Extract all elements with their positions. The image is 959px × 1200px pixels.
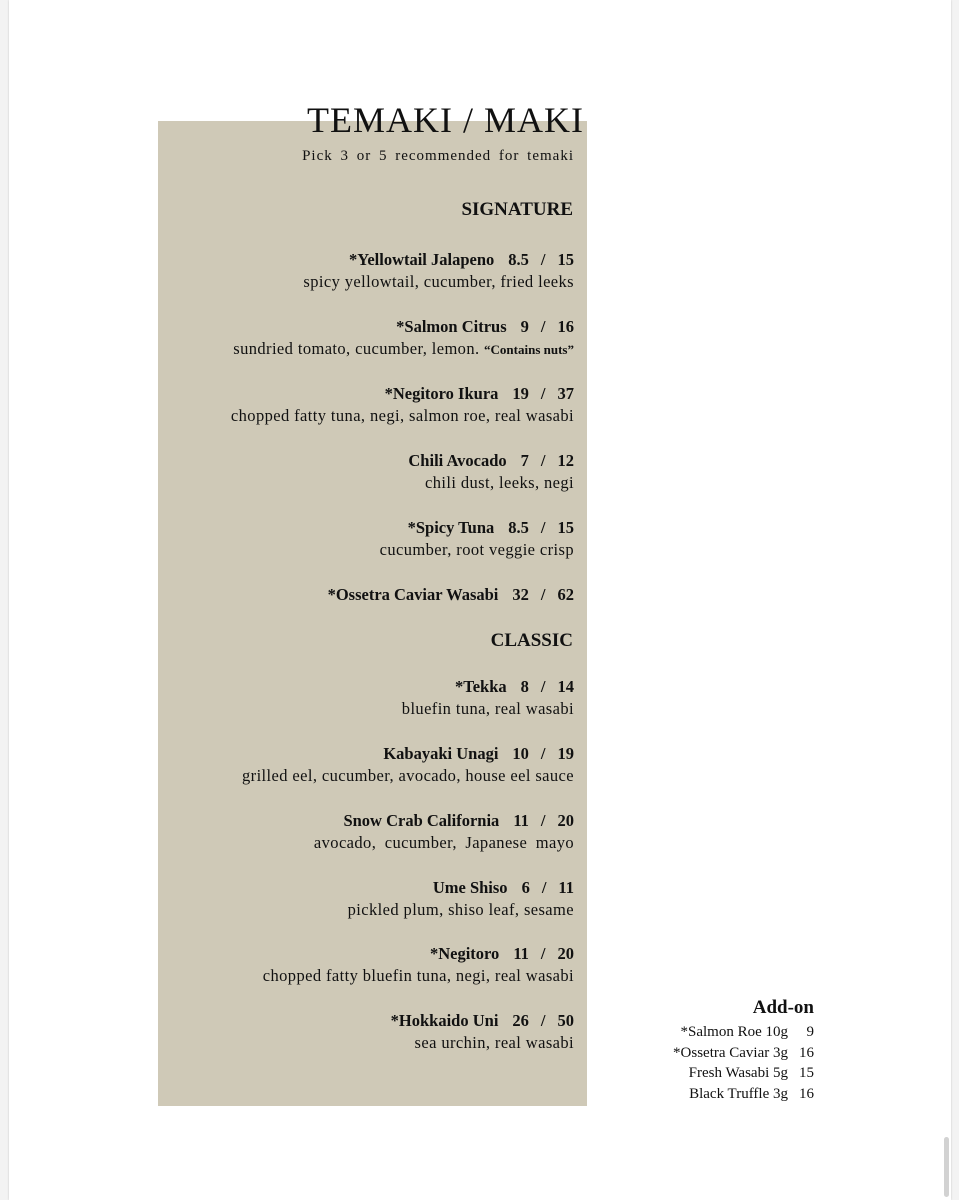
item-description: chopped fatty bluefin tuna, negi, real wasabi <box>262 966 574 985</box>
menu-item-tekka <box>402 676 574 720</box>
menu-item-header <box>314 810 574 832</box>
price-separator: / <box>540 451 546 470</box>
addon-item <box>673 1043 814 1064</box>
price-separator: / <box>540 384 546 403</box>
item-price-small: 10 <box>512 744 529 763</box>
addon-title: Add-on <box>752 997 814 1018</box>
item-description: bluefin tuna, real wasabi <box>401 699 574 718</box>
item-name: *Negitoro <box>429 944 500 963</box>
addon-price: 9 <box>806 1024 814 1040</box>
item-name: *Yellowtail Jalapeno <box>348 250 495 269</box>
menu-item-salmon-citrus <box>233 316 574 361</box>
item-price-large: 14 <box>557 677 574 696</box>
price-separator: / <box>540 1011 546 1030</box>
item-description: pickled plum, shiso leaf, sesame <box>347 900 574 919</box>
menu-item-header <box>391 1010 574 1032</box>
section-heading-classic: CLASSIC <box>490 630 573 651</box>
item-description: grilled eel, cucumber, avocado, house eel sauce <box>242 766 574 785</box>
item-description: avocado, cucumber, Japanese mayo <box>313 833 574 852</box>
addon-item <box>673 1022 814 1043</box>
menu-item-snow-crab-california <box>314 810 574 854</box>
menu-item-spicy-tuna <box>380 517 574 561</box>
item-price-small: 11 <box>513 944 529 963</box>
item-price-small: 26 <box>512 1011 529 1030</box>
item-price-small: 8.5 <box>508 250 529 269</box>
addon-name: *Ossetra Caviar 3g <box>673 1044 788 1061</box>
menu-subtitle: Pick 3 or 5 recommended for temaki <box>302 148 574 164</box>
menu-item-negitoro-ikura <box>231 383 574 427</box>
menu-title: TEMAKI / MAKI <box>307 100 584 140</box>
item-name: *Ossetra Caviar Wasabi <box>327 585 499 604</box>
price-separator: / <box>540 518 546 537</box>
item-price-large: 15 <box>557 518 574 537</box>
menu-item-header <box>380 517 574 539</box>
item-name: *Tekka <box>454 677 507 696</box>
price-separator: / <box>540 585 546 604</box>
item-price-large: 20 <box>557 811 574 830</box>
item-description: sea urchin, real wasabi <box>414 1033 574 1052</box>
menu-item-header <box>263 943 574 965</box>
item-price-small: 6 <box>521 878 530 897</box>
item-price-small: 32 <box>512 585 529 604</box>
menu-item-header <box>242 743 574 765</box>
menu-item-kabayaki-unagi <box>242 743 574 787</box>
price-separator: / <box>540 744 546 763</box>
menu-item-header <box>328 584 574 606</box>
item-description: cucumber, root veggie crisp <box>379 540 574 559</box>
item-name: Chili Avocado <box>408 451 507 470</box>
item-price-small: 19 <box>512 384 529 403</box>
section-heading-signature: SIGNATURE <box>461 199 573 220</box>
item-description-text: sundried tomato, cucumber, lemon. <box>233 339 480 358</box>
item-price-large: 62 <box>557 585 574 604</box>
addon-item <box>673 1063 814 1084</box>
item-price-small: 8 <box>520 677 529 696</box>
item-name: Kabayaki Unagi <box>383 744 499 763</box>
menu-item-ossetra-caviar-wasabi <box>328 584 574 606</box>
price-separator: / <box>540 811 546 830</box>
item-name: *Salmon Citrus <box>396 317 507 336</box>
addon-list <box>673 996 814 1104</box>
allergen-note: “Contains nuts” <box>484 342 574 357</box>
item-description: spicy yellowtail, cucumber, fried leeks <box>303 272 574 291</box>
addon-item <box>673 1084 814 1105</box>
menu-item-yellowtail-jalapeno <box>303 249 574 293</box>
menu-item-header <box>408 450 574 472</box>
menu-item-chili-avocado <box>408 450 574 494</box>
menu-item-ume-shiso <box>348 877 574 921</box>
menu-item-negitoro <box>263 943 574 987</box>
item-price-large: 19 <box>557 744 574 763</box>
price-separator: / <box>540 317 546 336</box>
item-price-large: 37 <box>557 384 574 403</box>
addon-name: Fresh Wasabi 5g <box>688 1065 788 1081</box>
addon-name: *Salmon Roe 10g <box>680 1024 788 1040</box>
item-description: chili dust, leeks, negi <box>425 473 574 492</box>
item-price-large: 50 <box>557 1011 574 1030</box>
menu-item-hokkaido-uni <box>391 1010 574 1054</box>
item-price-small: 11 <box>513 811 529 830</box>
addon-price: 16 <box>799 1044 814 1061</box>
item-name: Ume Shiso <box>432 878 508 897</box>
scrollbar[interactable] <box>944 1137 949 1197</box>
item-price-large: 15 <box>557 250 574 269</box>
menu-item-header <box>402 676 574 698</box>
price-separator: / <box>540 944 546 963</box>
menu-item-header <box>231 383 574 405</box>
item-name: *Negitoro Ikura <box>384 384 499 403</box>
item-price-small: 7 <box>520 451 529 470</box>
item-name: Snow Crab California <box>343 811 500 830</box>
price-separator: / <box>540 250 546 269</box>
item-price-small: 9 <box>520 317 529 336</box>
addon-price: 15 <box>799 1065 814 1081</box>
addon-name: Black Truffle 3g <box>689 1085 788 1102</box>
item-price-large: 20 <box>557 944 574 963</box>
item-description: chopped fatty tuna, negi, salmon roe, real wasabi <box>230 406 574 425</box>
item-name: *Spicy Tuna <box>407 518 495 537</box>
item-price-small: 8.5 <box>508 518 529 537</box>
menu-item-header <box>303 249 574 271</box>
item-price-large: 11 <box>558 878 574 897</box>
item-name: *Hokkaido Uni <box>390 1011 499 1030</box>
item-price-large: 16 <box>557 317 574 336</box>
menu-item-header <box>348 877 574 899</box>
addon-price: 16 <box>799 1085 814 1102</box>
menu-item-header <box>233 316 574 338</box>
price-separator: / <box>540 677 546 696</box>
item-description <box>233 338 574 361</box>
item-price-large: 12 <box>557 451 574 470</box>
price-separator: / <box>541 878 547 897</box>
